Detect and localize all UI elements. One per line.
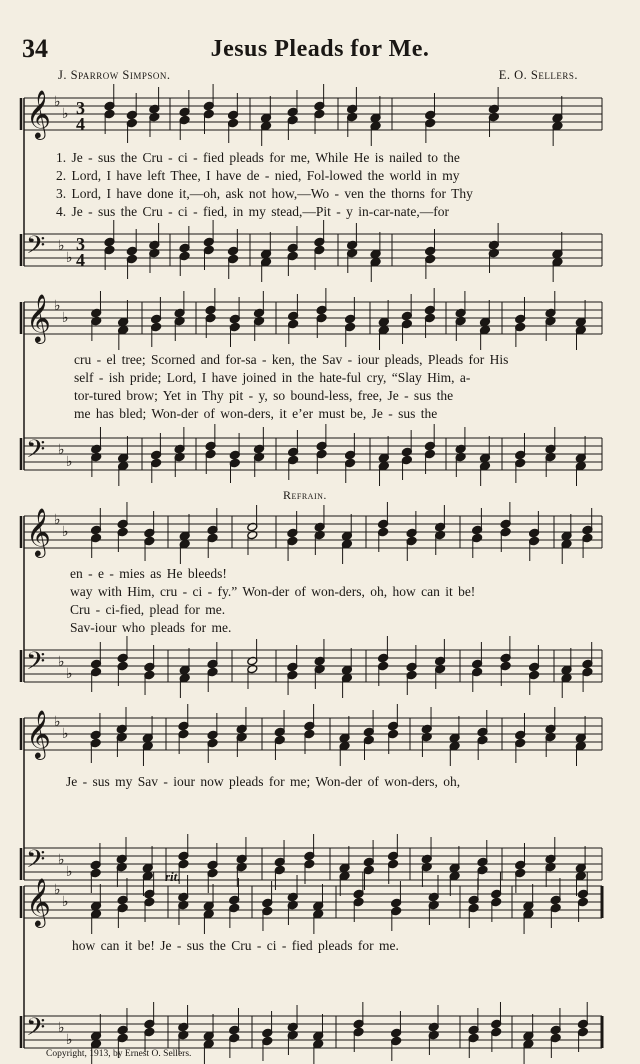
treble-clef: 𝄞 (26, 89, 51, 138)
page-number: 34 (22, 34, 48, 63)
lyric-refrain-line1: Je - sus my Sav - iour now pleads for me; Won-der of won-ders, oh, (66, 774, 461, 789)
flat-sign: ♭ (58, 1020, 65, 1036)
time-signature-top: 3 (76, 234, 85, 254)
flat-sign: ♭ (62, 106, 69, 122)
flat-sign: ♭ (66, 454, 73, 470)
treble-clef: 𝄞 (26, 293, 51, 342)
lyric-verse3-line2: tor-tured brow; Yet in Thy pit - y, so bound-less, free, Je - sus the (74, 388, 454, 403)
composer-credit: E. O. Sellers. (498, 68, 578, 82)
flat-sign: ♭ (62, 310, 69, 326)
flat-sign: ♭ (54, 298, 61, 314)
flat-sign: ♭ (62, 726, 69, 742)
lyric-verse1-line2: cru - el tree; Scorned and for-sa - ken, the Sav - iour pleads, Pleads for His (74, 352, 509, 367)
treble-clef: 𝄞 (26, 709, 51, 758)
refrain-label: Refrain. (283, 488, 327, 502)
flat-sign: ♭ (58, 238, 65, 254)
flat-sign: ♭ (54, 94, 61, 110)
bass-clef: 𝄢 (26, 231, 46, 266)
flat-sign: ♭ (54, 882, 61, 898)
lyric-verse2-line3: way with Him, cru - ci - fy.” Won-der of won-ders, oh, how can it be! (70, 584, 476, 599)
bass-clef: 𝄢 (26, 435, 46, 470)
treble-clef: 𝄞 (26, 877, 51, 926)
bass-clef: 𝄢 (26, 647, 46, 682)
flat-sign: ♭ (66, 250, 73, 266)
flat-sign: ♭ (62, 894, 69, 910)
time-signature-bottom: 4 (76, 114, 85, 134)
flat-sign: ♭ (58, 442, 65, 458)
lyric-verse4-line2: me has bled; Won-der of won-ders, it e’er must be, Je - sus the (74, 406, 438, 421)
flat-sign: ♭ (62, 524, 69, 540)
flat-sign: ♭ (66, 666, 73, 682)
author-credit: J. Sparrow Simpson. (58, 68, 171, 82)
lyric-verse3-line3: Cru - ci-fied, plead for me. (70, 602, 226, 617)
time-signature-bottom: 4 (76, 250, 85, 270)
flat-sign: ♭ (58, 654, 65, 670)
flat-sign: ♭ (66, 864, 73, 880)
bass-clef: 𝄢 (26, 1013, 46, 1048)
lyric-verse2-line1: 2. Lord, I have left Thee, I have de - nied, Fol-lowed the world in my (56, 168, 460, 183)
time-signature-top: 3 (76, 98, 85, 118)
lyric-verse3-line1: 3. Lord, I have done it,—oh, ask not how,—Wo - ven the thorns for Thy (56, 186, 473, 201)
lyric-verse1-line1: 1. Je - sus the Cru - ci - fied pleads for me, While He is nailed to the (56, 150, 460, 165)
lyric-verse4-line1: 4. Je - sus the Cru - ci - fied, in my stead,—Pit - y in-car-nate,—for (56, 204, 450, 219)
lyric-verse4-line3: Sav-iour who pleads for me. (70, 620, 232, 635)
flat-sign: ♭ (54, 512, 61, 528)
ritardando-mark: rit. (165, 869, 181, 884)
bass-clef: 𝄢 (26, 845, 46, 880)
lyric-verse2-line2: self - ish pride; Lord, I have joined in the hate-ful cry, “Slay Him, a- (74, 370, 471, 385)
lyric-verse1-line3: en - e - mies as He bleeds! (70, 566, 227, 581)
hymn-title: Jesus Pleads for Me. (210, 36, 430, 62)
copyright-notice: Copyright, 1913, by Ernest O. Sellers. (46, 1049, 192, 1059)
treble-clef: 𝄞 (26, 507, 51, 556)
flat-sign: ♭ (54, 714, 61, 730)
flat-sign: ♭ (66, 1032, 73, 1048)
lyric-refrain-line2: how can it be! Je - sus the Cru - ci - fied pleads for me. (72, 938, 399, 953)
flat-sign: ♭ (58, 852, 65, 868)
